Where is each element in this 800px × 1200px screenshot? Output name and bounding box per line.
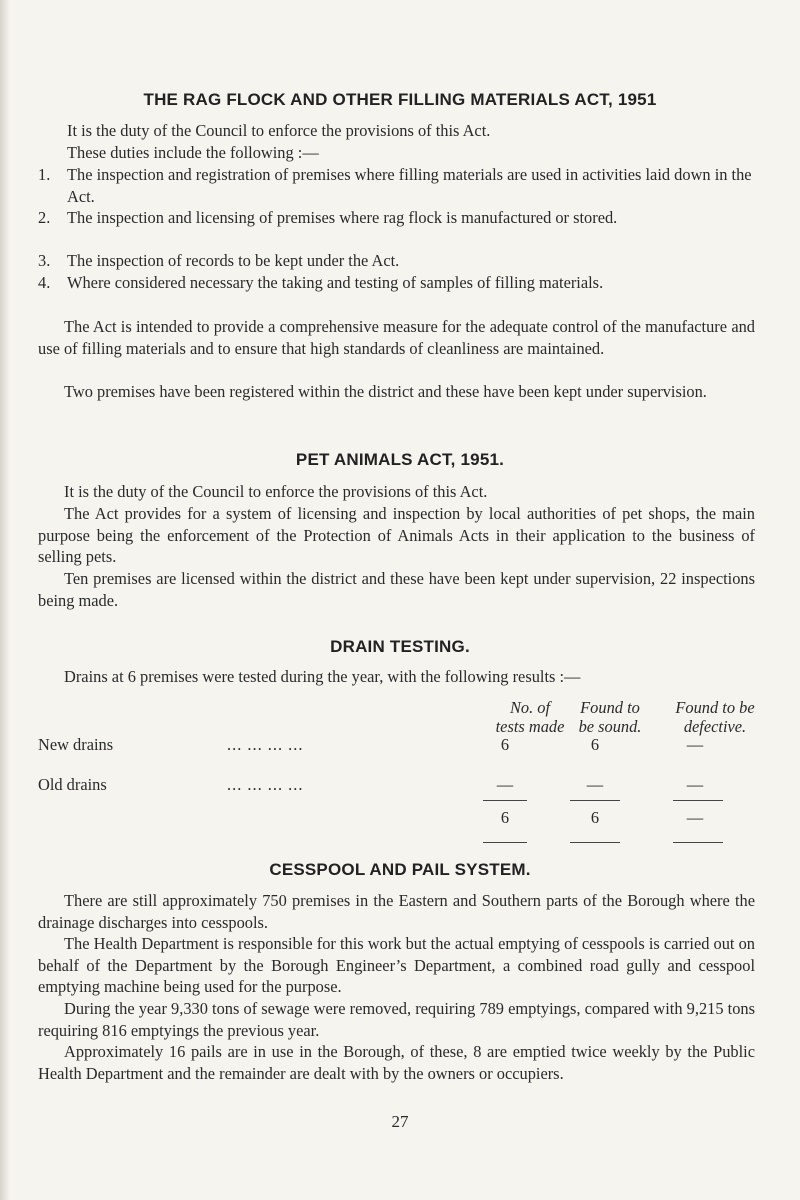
- rule-top-defective: [673, 800, 723, 801]
- cell-new-found-defective: —: [686, 735, 704, 754]
- duty-1-number: 1.: [38, 165, 51, 184]
- rule-bottom-tests: [483, 842, 527, 843]
- cell-new-tests-made: 6: [500, 735, 510, 754]
- rule-top-sound: [570, 800, 620, 801]
- total-found-sound: 6: [590, 808, 600, 827]
- duty-3-text: The inspection of records to be kept under the Act.: [67, 251, 400, 270]
- pet-animals-act-heading: PET ANIMALS ACT, 1951.: [295, 450, 505, 469]
- pet-animals-para-duty: It is the duty of the Council to enforce the provisions of this Act.: [64, 482, 488, 501]
- rag-flock-duties-lead: These duties include the following :—: [67, 143, 319, 162]
- cesspool-para-premises: There are still approximately 750 premises in the Eastern and Southern parts of the Borough where the drainage discharges into cesspools.: [38, 891, 755, 932]
- header-found-sound: [560, 698, 660, 736]
- total-tests-made: 6: [500, 808, 510, 827]
- row-dots-old-drains: ... ... ... ...: [227, 775, 304, 794]
- rag-flock-para-purpose: The Act is intended to provide a comprehensive measure for the adequate control of the manufacture and use of filling materials and to ensure that high standards of cleanliness are maintained.: [38, 317, 755, 358]
- rag-flock-para-registered: Two premises have been registered within the district and these have been kept under supervision.: [64, 382, 707, 401]
- total-found-defective: —: [686, 808, 704, 827]
- duty-4-number: 4.: [38, 273, 51, 292]
- duty-1-text: The inspection and registration of premises where filling materials are used in activities laid down in the Act.: [67, 165, 752, 206]
- pet-animals-para-system: The Act provides for a system of licensing and inspection by local authorities of pet shops, the main purpose being the enforcement of the Protection of Animals Acts in their application to the business of selling pets.: [38, 504, 755, 566]
- rag-flock-intro: It is the duty of the Council to enforce the provisions of this Act.: [67, 121, 491, 140]
- page-number: 27: [391, 1112, 409, 1131]
- cell-old-tests-made: —: [496, 775, 514, 794]
- page-edge-shadow: [0, 0, 10, 1200]
- drain-testing-heading: DRAIN TESTING.: [330, 637, 470, 656]
- duty-3-number: 3.: [38, 251, 51, 270]
- cesspool-para-department: The Health Department is responsible for this work but the actual emptying of cesspools is carried out on behalf of the Department by the Borough Engineer’s Department, a combined road gully and cesspool emptying machine being used for the purpose.: [38, 934, 755, 996]
- header-found-sound-line1: Found to: [580, 698, 640, 717]
- cell-new-found-sound: 6: [590, 735, 600, 754]
- rule-bottom-sound: [570, 842, 620, 843]
- header-tests-made-line2: tests made: [495, 717, 565, 736]
- rule-bottom-defective: [673, 842, 723, 843]
- cesspool-para-pails: Approximately 16 pails are in use in the Borough, of these, 8 are emptied twice weekly by the Public Health Department and the remainder are dealt with by the owners or occupiers.: [38, 1042, 755, 1083]
- duty-4-text: Where considered necessary the taking and testing of samples of filling materials.: [67, 273, 604, 292]
- header-found-defective-line1: Found to be: [675, 698, 755, 717]
- rag-flock-act-heading: THE RAG FLOCK AND OTHER FILLING MATERIALS ACT, 1951: [143, 90, 657, 109]
- cell-old-found-defective: —: [686, 775, 704, 794]
- row-label-old-drains: Old drains: [38, 775, 107, 794]
- duty-2-text: The inspection and licensing of premises where rag flock is manufactured or stored.: [67, 208, 618, 227]
- row-label-new-drains: New drains: [38, 735, 114, 754]
- pet-animals-para-licensed: Ten premises are licensed within the district and these have been kept under supervision, 22 inspections being made.: [38, 569, 755, 610]
- header-found-defective-line2: defective.: [683, 717, 747, 736]
- cesspool-para-sewage: During the year 9,330 tons of sewage were removed, requiring 789 emptyings, compared with 9,215 tons requiring 816 emptyings the previous year.: [38, 999, 755, 1040]
- drain-testing-intro: Drains at 6 premises were tested during the year, with the following results :—: [64, 667, 581, 686]
- header-found-sound-line2: be sound.: [578, 717, 642, 736]
- header-found-defective: [660, 698, 770, 736]
- duty-2-number: 2.: [38, 208, 51, 227]
- header-tests-made-line1: No. of: [509, 698, 551, 717]
- cell-old-found-sound: —: [586, 775, 604, 794]
- row-dots-new-drains: ... ... ... ...: [227, 735, 304, 754]
- rule-top-tests: [483, 800, 527, 801]
- cesspool-pail-heading: CESSPOOL AND PAIL SYSTEM.: [269, 860, 531, 879]
